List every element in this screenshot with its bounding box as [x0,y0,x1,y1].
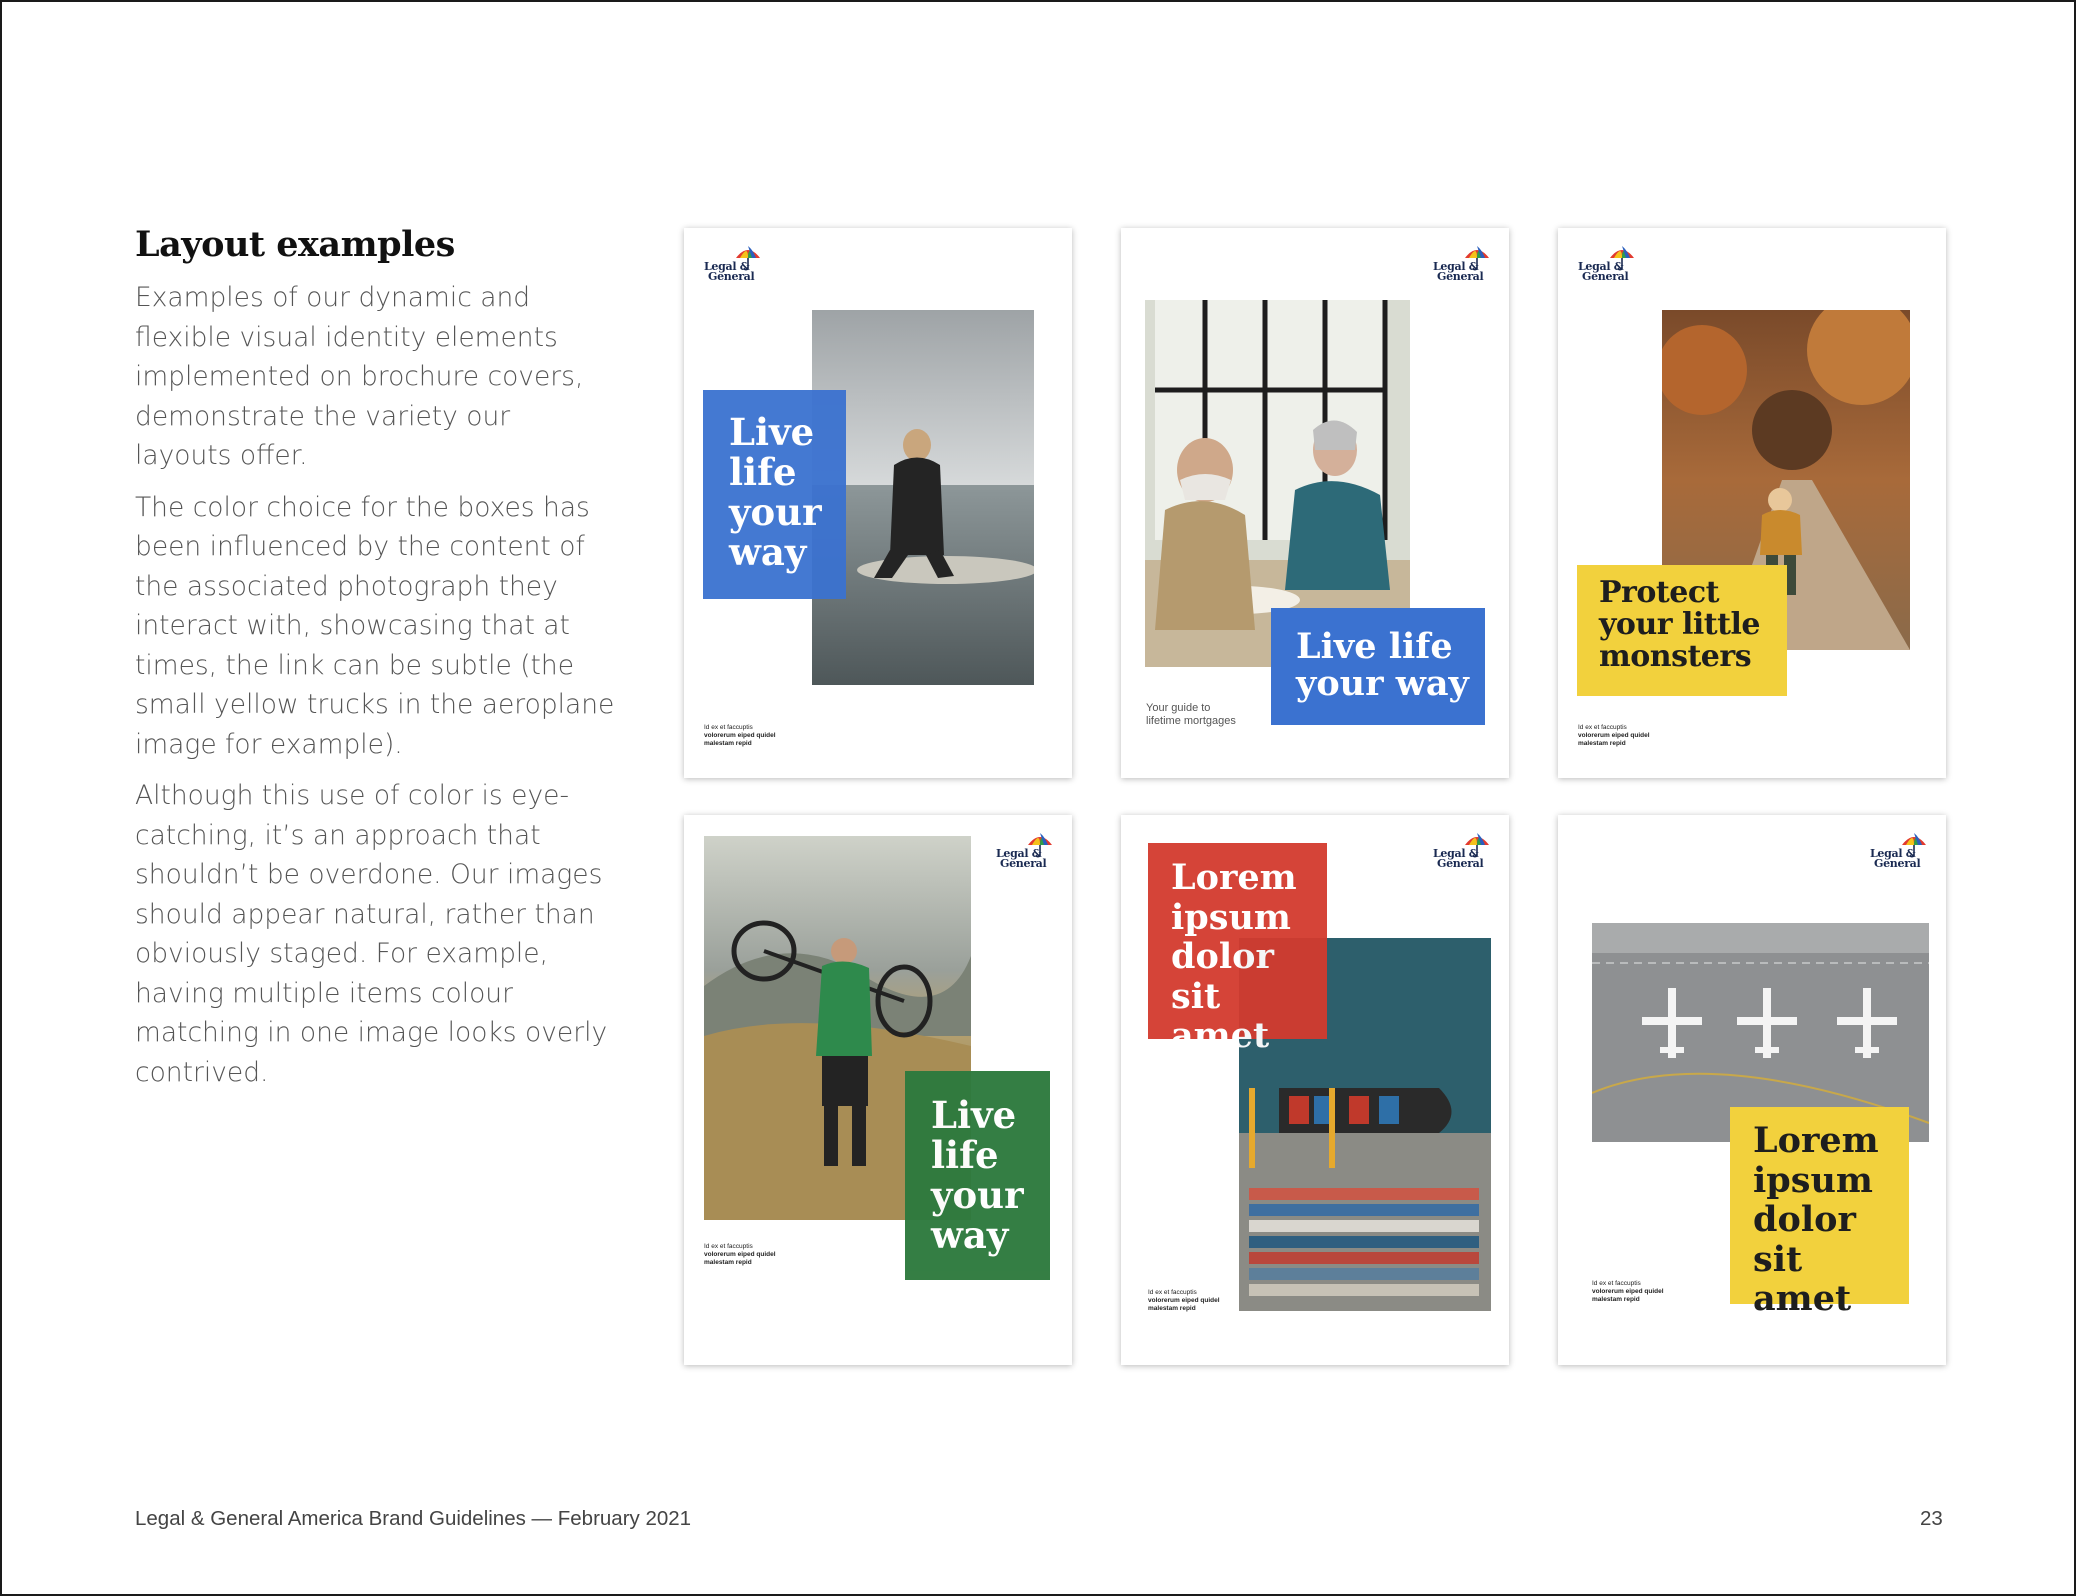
brochure-subtitle: Your guide to lifetime mortgages [1146,702,1236,727]
paragraph: The color choice for the boxes has been influenced by the content of the associated photograph they interact with, showcasing that at times, the link can be subtle (the small yellow trucks in the aeroplane image for example). [135,491,615,760]
brochure-cover-6 [1558,815,1946,1365]
imprint-text: Id ex et faccuptis volorerum eiped quidel malestam repid [704,724,776,747]
page-number: 23 [1920,1507,1943,1530]
legal-general-logo: Legal & General [1433,831,1491,875]
imprint-text: Id ex et faccuptis volorerum eiped quidel malestam repid [1148,1289,1220,1312]
legal-general-logo: Legal & General [704,244,762,288]
paragraph: Examples of our dynamic and flexible visual identity elements implemented on brochure covers, demonstrate the variety our layouts offer. [135,282,584,471]
headline-box-red: Lorem ipsum dolor sit amet [1148,843,1327,1039]
imprint-text: Id ex et faccuptis volorerum eiped quidel malestam repid [704,1243,776,1266]
legal-general-logo: Legal & General [1433,244,1491,288]
brochure-cover-3 [1558,228,1946,778]
headline-box-yellow: Lorem ipsum dolor sit amet [1730,1107,1909,1304]
imprint-text: Id ex et faccuptis volorerum eiped quidel malestam repid [1592,1280,1664,1303]
footer-title: Legal & General America Brand Guidelines — February 2021 [135,1507,692,1530]
legal-general-logo: Legal & General [996,831,1054,875]
page-title: Layout examples [135,224,455,265]
legal-general-logo: Legal & General [1870,831,1928,875]
brochure-cover-4 [684,815,1072,1365]
paragraph: Although this use of color is eye-catching, it’s an approach that shouldn’t be overdone. Our images should appear natural, rather than obviously staged. For example, having multiple items colour matching in one image looks overly contrived. [135,780,608,1088]
legal-general-logo: Legal & General [1578,244,1636,288]
brochure-cover-1 [684,228,1072,778]
headline-box-blue: Live life your way [703,390,846,599]
body-text [135,278,615,1104]
headline-box-blue: Live life your way [1271,608,1485,725]
headline-box-green: Live life your way [905,1071,1050,1280]
headline-box-yellow: Protect your little monsters [1577,565,1787,696]
brochure-cover-2 [1121,228,1509,778]
imprint-text: Id ex et faccuptis volorerum eiped quidel malestam repid [1578,724,1650,747]
brochure-cover-5 [1121,815,1509,1365]
